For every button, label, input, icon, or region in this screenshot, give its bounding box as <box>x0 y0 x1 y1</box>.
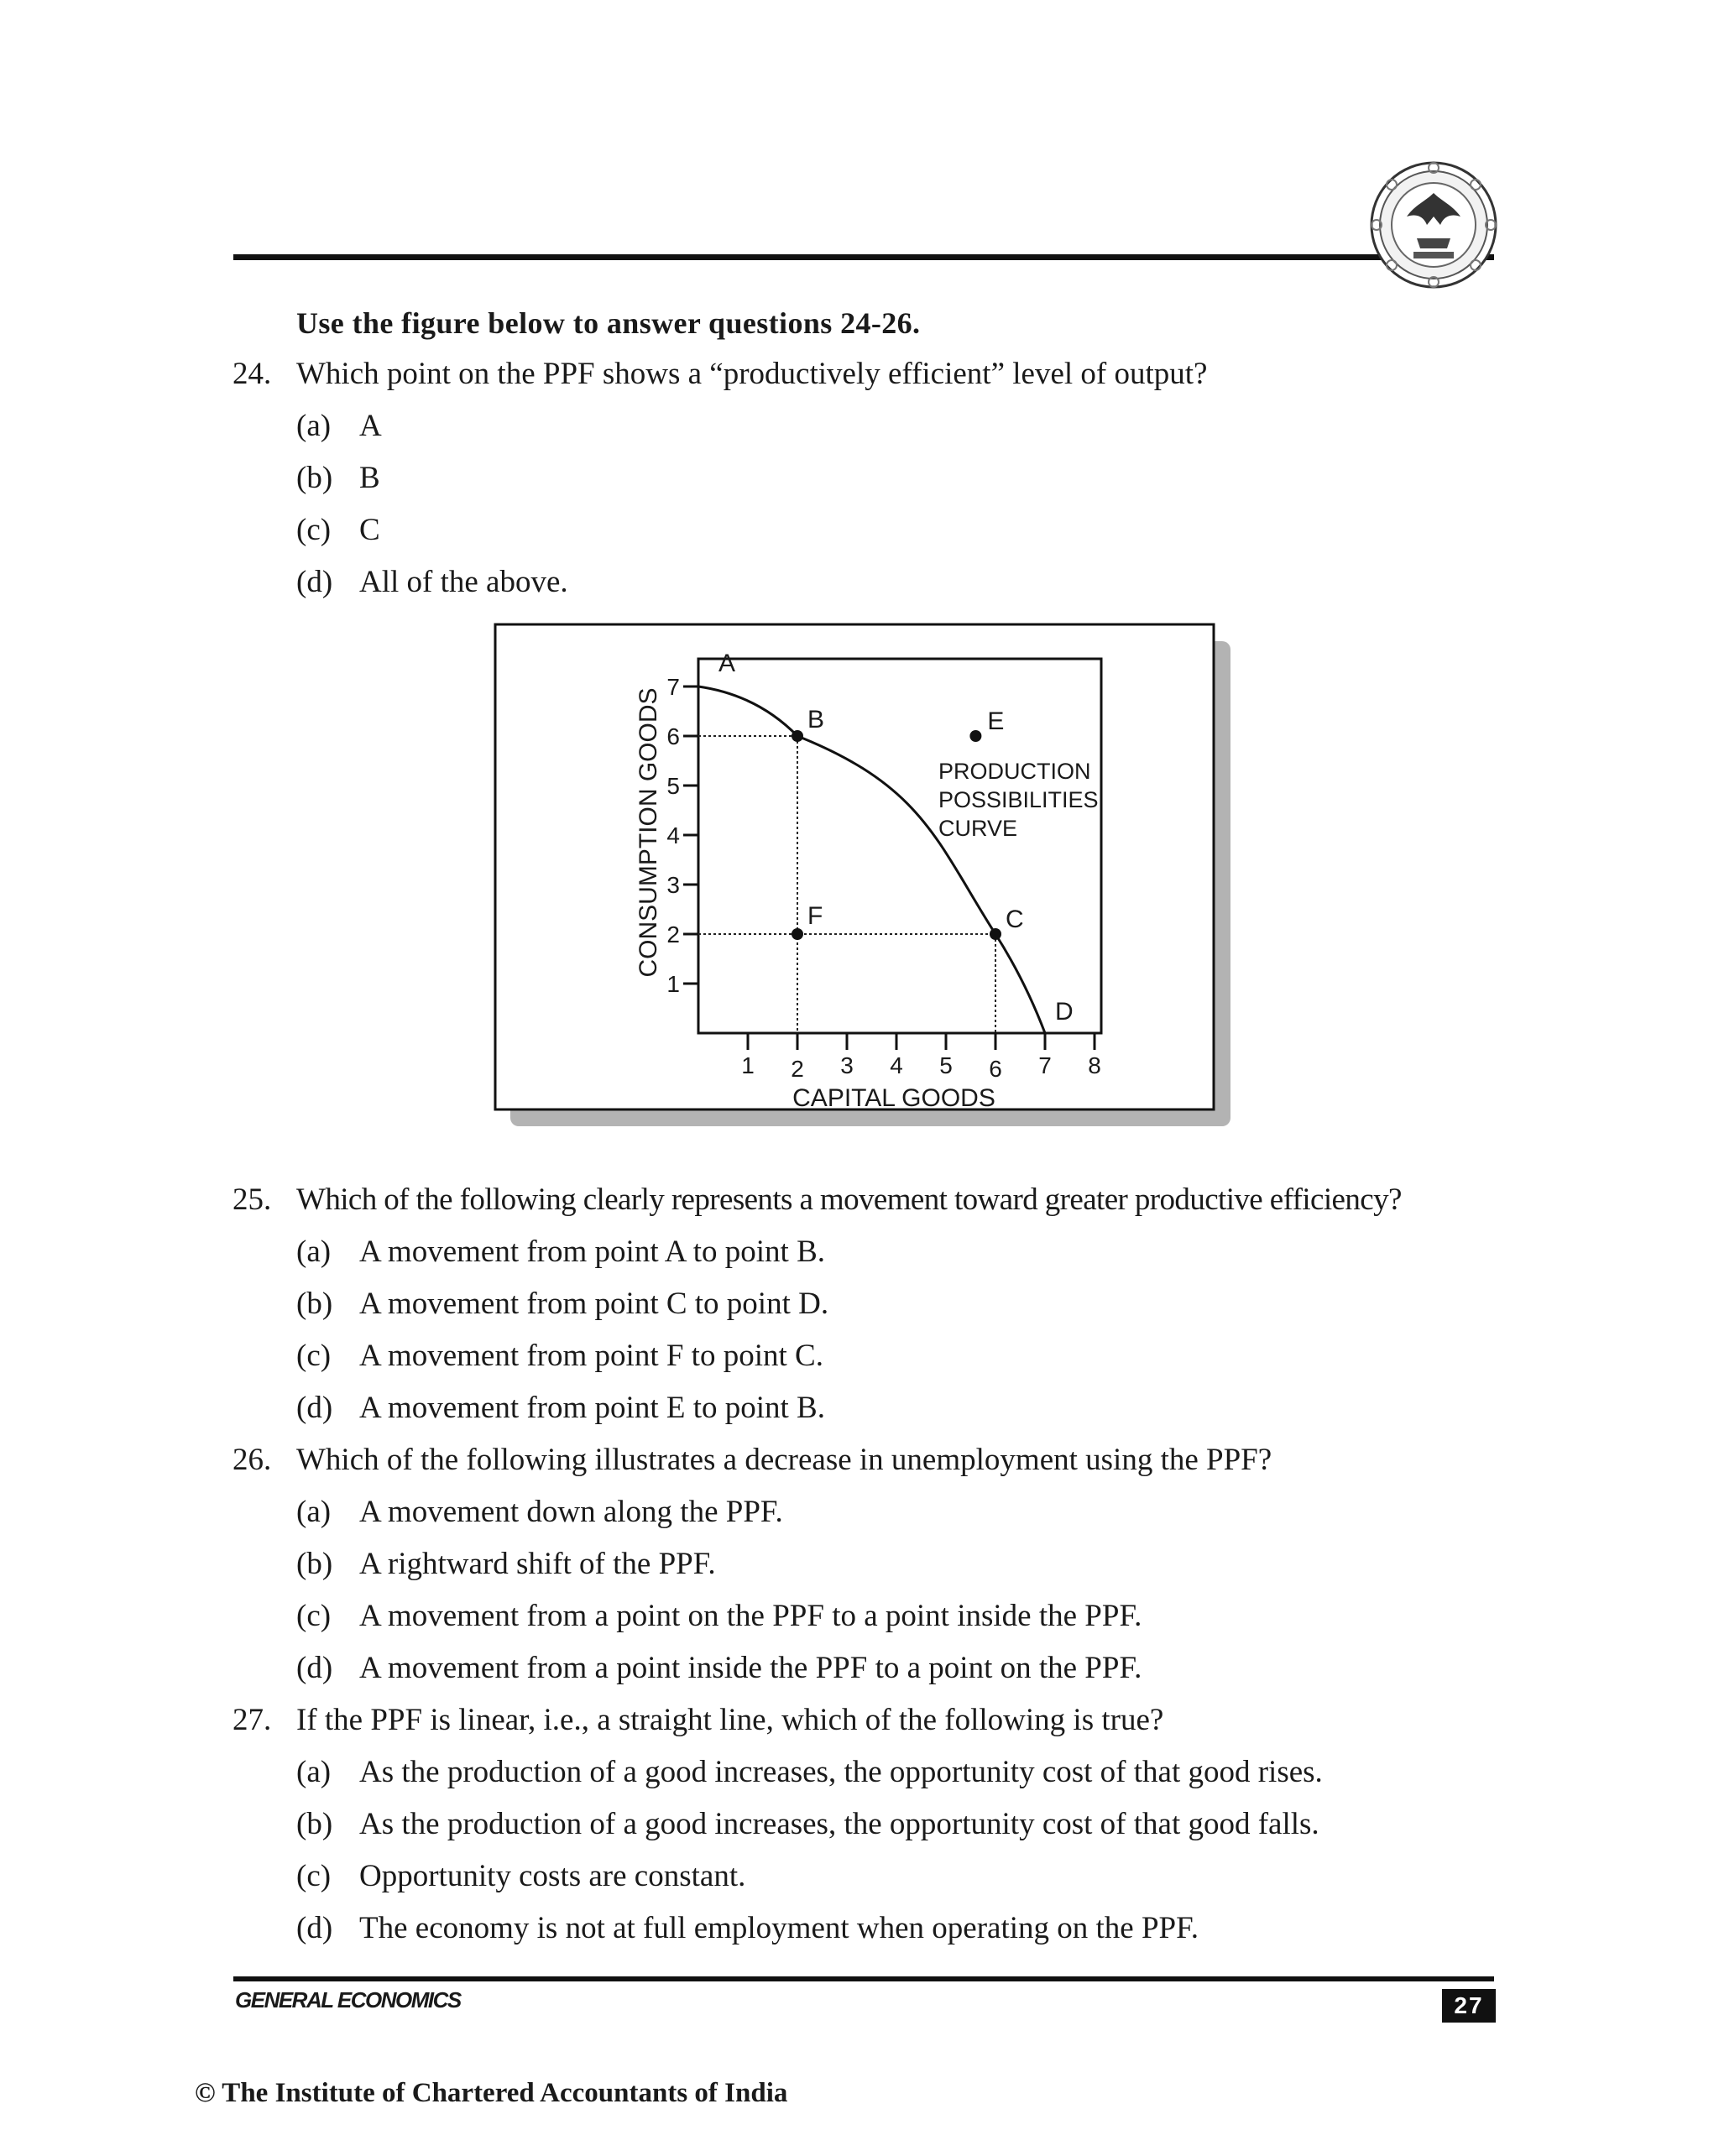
institute-seal-logo <box>1366 158 1501 292</box>
x-tick-label: 8 <box>1088 1052 1101 1078</box>
option-letter: (b) <box>296 1287 333 1321</box>
x-tick-label: 6 <box>989 1056 1002 1082</box>
option-text: The economy is not at full employment when operating on the PPF. <box>359 1911 1199 1945</box>
option-text: A movement from point F to point C. <box>359 1339 823 1373</box>
x-axis-label: CAPITAL GOODS <box>792 1084 995 1112</box>
y-axis-label: CONSUMPTION GOODS <box>635 687 662 978</box>
option-letter: (d) <box>296 1391 333 1425</box>
option-letter: (d) <box>296 1651 333 1685</box>
option-letter: (a) <box>296 1495 332 1529</box>
option-letter: (b) <box>296 1547 333 1581</box>
question-text: Which point on the PPF shows a “productively efficient” level of output? <box>296 357 1208 391</box>
question-number: 26. <box>233 1443 272 1477</box>
point-f-label: F <box>807 902 823 930</box>
copyright-notice: © The Institute of Chartered Accountants of India <box>195 2078 788 2108</box>
footer-rule <box>233 1976 1494 1981</box>
option-text: All of the above. <box>359 565 568 599</box>
y-tick-label: 5 <box>666 773 680 799</box>
option-text: A <box>359 409 382 443</box>
x-tick-label: 4 <box>890 1052 903 1078</box>
point-c-marker <box>990 928 1001 940</box>
y-tick-label: 2 <box>666 921 680 947</box>
curve-label-line-1: PRODUCTION <box>938 759 1091 784</box>
question-number: 25. <box>233 1182 272 1217</box>
question-text: Which of the following illustrates a decrease in unemployment using the PPF? <box>296 1443 1272 1477</box>
option-letter: (d) <box>296 1911 333 1945</box>
option-letter: (c) <box>296 1339 332 1373</box>
x-tick-label: 5 <box>939 1052 953 1078</box>
option-letter: (a) <box>296 1755 332 1789</box>
option-text: As the production of a good increases, the opportunity cost of that good rises. <box>359 1755 1323 1789</box>
option-text: B <box>359 461 380 495</box>
option-letter: (a) <box>296 1235 332 1269</box>
option-text: Opportunity costs are constant. <box>359 1859 746 1893</box>
x-tick-label: 3 <box>840 1052 854 1078</box>
y-tick-label: 3 <box>666 872 680 898</box>
header-rule <box>233 254 1494 260</box>
curve-label-line-3: CURVE <box>938 816 1018 841</box>
figure-frame <box>495 624 1214 1109</box>
y-tick-label: 6 <box>666 723 680 749</box>
question-text: If the PPF is linear, i.e., a straight line, which of the following is true? <box>296 1703 1164 1737</box>
option-letter: (b) <box>296 1807 333 1841</box>
option-text: C <box>359 513 380 547</box>
point-b-label: B <box>807 706 825 733</box>
point-a-label: A <box>718 650 736 677</box>
point-d-label: D <box>1055 998 1074 1026</box>
figure-instruction: Use the figure below to answer questions 24-26. <box>296 306 921 340</box>
option-text: A movement down along the PPF. <box>359 1495 783 1529</box>
option-letter: (a) <box>296 409 332 443</box>
option-letter: (c) <box>296 513 332 547</box>
question-number: 27. <box>233 1703 272 1737</box>
point-e-label: E <box>987 707 1005 735</box>
option-text: A rightward shift of the PPF. <box>359 1547 716 1581</box>
option-text: A movement from a point inside the PPF to a point on the PPF. <box>359 1651 1142 1685</box>
question-text: Which of the following clearly represents a movement toward greater productive efficiency? <box>296 1182 1402 1217</box>
y-tick-label: 4 <box>666 822 680 848</box>
question-number: 24. <box>233 357 272 391</box>
point-f-marker <box>792 928 803 940</box>
page-number: 27 <box>1442 1989 1496 2023</box>
option-text: A movement from point A to point B. <box>359 1235 825 1269</box>
point-c-label: C <box>1006 906 1024 933</box>
option-letter: (c) <box>296 1859 332 1893</box>
option-text: A movement from point C to point D. <box>359 1287 829 1321</box>
option-text: A movement from point E to point B. <box>359 1391 825 1425</box>
point-e-marker <box>969 730 981 742</box>
ppf-figure <box>494 623 1230 1126</box>
option-text: A movement from a point on the PPF to a point inside the PPF. <box>359 1599 1142 1633</box>
x-tick-label: 1 <box>741 1052 755 1078</box>
option-letter: (b) <box>296 461 333 495</box>
footer-section-title: GENERAL ECONOMICS <box>235 1987 461 2012</box>
y-tick-label: 7 <box>666 674 680 700</box>
point-b-marker <box>792 730 803 742</box>
curve-label-line-2: POSSIBILITIES <box>938 787 1099 812</box>
x-tick-label: 2 <box>791 1056 804 1082</box>
option-letter: (d) <box>296 565 333 599</box>
option-letter: (c) <box>296 1599 332 1633</box>
y-tick-label: 1 <box>666 971 680 997</box>
x-tick-label: 7 <box>1038 1052 1052 1078</box>
option-text: As the production of a good increases, the opportunity cost of that good falls. <box>359 1807 1319 1841</box>
